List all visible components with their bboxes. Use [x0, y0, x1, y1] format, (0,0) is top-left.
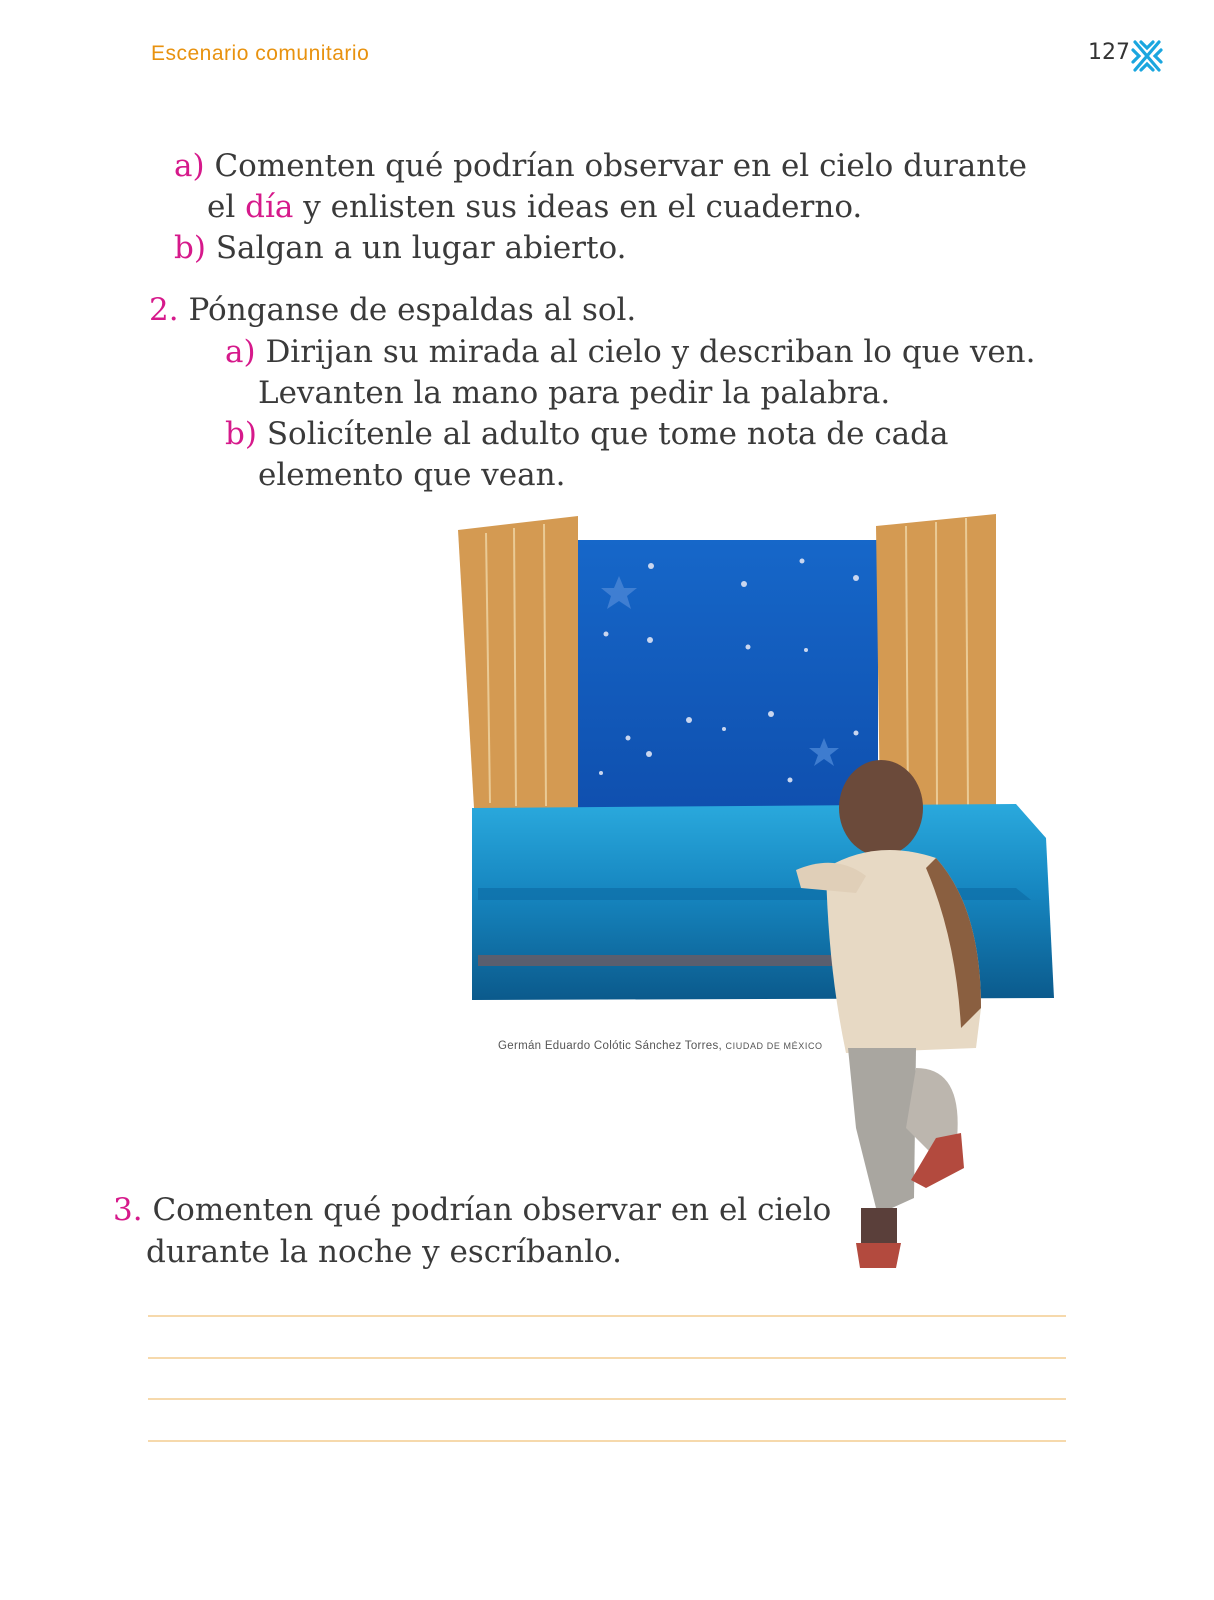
section-title: Escenario comunitario [151, 42, 370, 65]
item-number: 2. [149, 292, 179, 328]
sub-item-text: Solicítenle al adulto que tome nota de cada [266, 416, 949, 452]
sub-item-b [225, 414, 949, 455]
illustration-caption [498, 1040, 823, 1052]
sub-item-text: Salgan a un lugar abierto. [215, 230, 627, 266]
child-at-window-illustration [456, 508, 1092, 1298]
highlighted-word: día [245, 189, 294, 225]
list-item-2 [149, 290, 636, 331]
sub-item-marker: b) [225, 416, 257, 452]
sub-item-text: Comenten qué podrían observar en el cielo durante [214, 148, 1028, 184]
sub-item-a [225, 332, 1036, 373]
list-item-3 [113, 1190, 831, 1231]
sub-item-text: Dirijan su mirada al cielo y describan lo que ven. [265, 334, 1036, 370]
sub-item-marker: a) [174, 148, 205, 184]
caption-author: Germán Eduardo Colótic Sánchez Torres, [498, 1040, 726, 1052]
sub-item-a-continued [207, 187, 862, 228]
text-segment: el [207, 189, 246, 225]
sub-item-a [174, 146, 1027, 187]
answer-line[interactable] [148, 1315, 1066, 1317]
sub-item-marker: a) [225, 334, 256, 370]
item-number: 3. [113, 1192, 143, 1228]
list-item-3-continued: durante la noche y escríbanlo. [146, 1234, 623, 1270]
sub-item-b-continued: elemento que vean. [258, 457, 566, 493]
sub-item-a-continued: Levanten la mano para pedir la palabra. [258, 375, 891, 411]
answer-line[interactable] [148, 1357, 1066, 1359]
sub-item-b [174, 228, 626, 269]
caption-place: CIUDAD DE MÉXICO [725, 1041, 823, 1051]
knot-icon [1130, 38, 1164, 74]
sub-item-marker: b) [174, 230, 206, 266]
answer-line[interactable] [148, 1398, 1066, 1400]
item-text: Comenten qué podrían observar en el cielo [152, 1192, 832, 1228]
page-number: 127 [1088, 40, 1130, 65]
item-text: Pónganse de espaldas al sol. [188, 292, 637, 328]
answer-line[interactable] [148, 1440, 1066, 1442]
text-segment: y enlisten sus ideas en el cuaderno. [293, 189, 863, 225]
